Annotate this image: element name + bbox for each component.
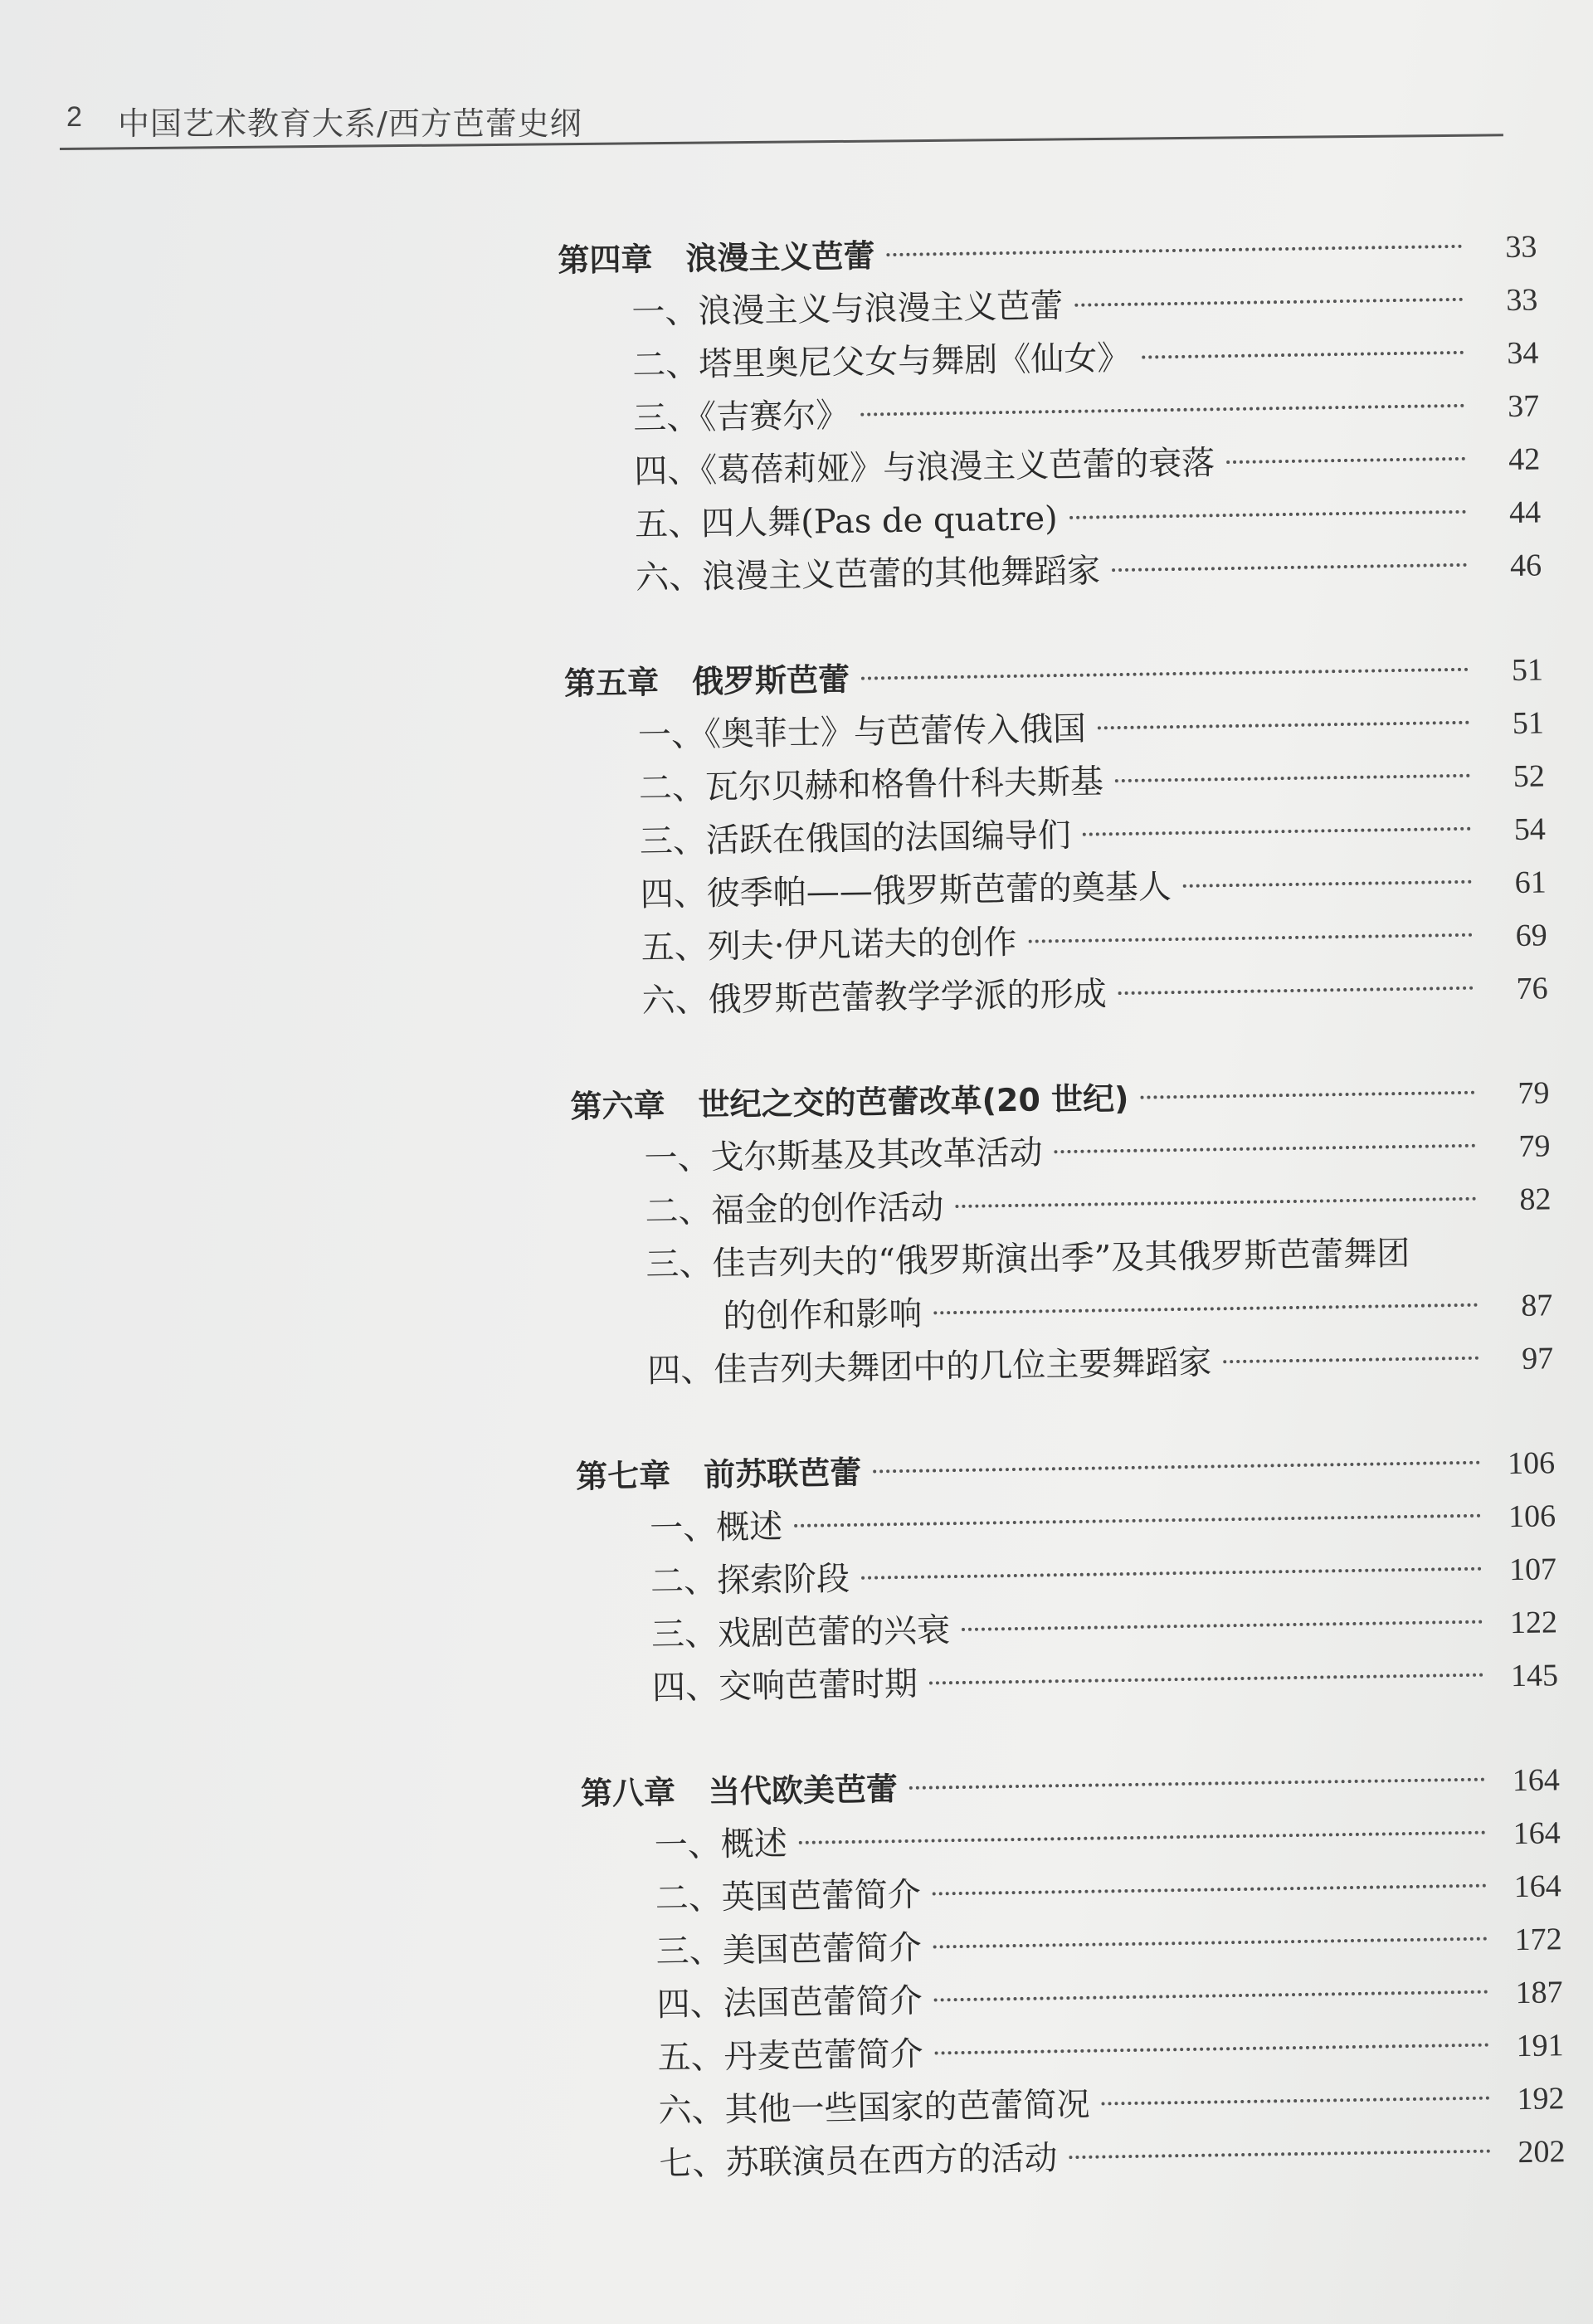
page-ref: 61 (1514, 865, 1547, 900)
page-ref: 33 (1505, 229, 1537, 266)
section-title: 七、苏联演员在西方的活动 (659, 2139, 1058, 2184)
section-title: 三、美国芭蕾简介 (655, 1928, 923, 1971)
dot-leader (1112, 563, 1467, 572)
dot-leader (1226, 457, 1465, 464)
section-title: 四、《葛蓓莉娅》与浪漫主义芭蕾的衰落 (633, 444, 1215, 491)
section-title: 六、其他一些国家的芭蕾简况 (658, 2085, 1090, 2131)
page-ref: 37 (1507, 388, 1540, 425)
section-title: 六、俄罗斯芭蕾教学学派的形成 (641, 975, 1108, 1021)
dot-leader (962, 1620, 1483, 1631)
chapter-5 (564, 642, 1549, 1028)
page-ref: 33 (1506, 282, 1538, 319)
chapter-label: 第四章 (558, 241, 653, 279)
page-ref: 172 (1514, 1922, 1562, 1958)
dot-leader (1054, 1144, 1475, 1154)
dot-leader (933, 1303, 1478, 1315)
dot-leader (909, 1778, 1485, 1790)
section-title: 三、活跃在俄国的法国编导们 (639, 816, 1072, 861)
chapter-label: 第六章 (570, 1087, 665, 1125)
page-ref: 145 (1510, 1658, 1559, 1694)
table-of-contents (558, 219, 1566, 2243)
page-ref: 46 (1509, 548, 1542, 584)
page-ref: 52 (1513, 758, 1546, 794)
chapter-title: 前苏联芭蕾 (703, 1454, 862, 1493)
page-ref: 107 (1508, 1552, 1557, 1588)
section-title: 二、福金的创作活动 (645, 1188, 944, 1231)
dot-leader (861, 668, 1469, 680)
chapter-title: 当代欧美芭蕾 (708, 1771, 899, 1810)
dot-leader (799, 1831, 1486, 1844)
page-ref: 34 (1506, 335, 1539, 372)
chapter-title: 俄罗斯芭蕾 (691, 660, 850, 700)
page-ref: 192 (1517, 2081, 1565, 2117)
page-ref: 76 (1516, 971, 1548, 1006)
section-title: 三、《吉赛尔》 (632, 396, 850, 438)
section-title: 一、浪漫主义与浪漫主义芭蕾 (631, 286, 1064, 332)
page-ref: 54 (1513, 811, 1547, 847)
dot-leader (1028, 933, 1472, 943)
section-title: 三、戏剧芭蕾的兴衰 (650, 1611, 951, 1654)
section-title: 二、瓦尔贝赫和格鲁什科夫斯基 (638, 762, 1104, 808)
dot-leader (794, 1514, 1481, 1527)
page-ref: 79 (1518, 1128, 1551, 1164)
page-ref: 79 (1517, 1075, 1550, 1111)
chapter-8 (580, 1752, 1565, 2191)
dot-leader (886, 245, 1462, 256)
dot-leader (860, 404, 1464, 417)
chapter-label: 第八章 (580, 1774, 676, 1812)
chapter-7 (576, 1435, 1559, 1715)
section-title: 四、法国芭蕾简介 (656, 1981, 923, 2024)
dot-leader (873, 1461, 1480, 1474)
dot-leader (1115, 774, 1470, 782)
dot-leader (861, 1567, 1482, 1580)
page-ref: 202 (1517, 2134, 1566, 2171)
section-title: 二、英国芭蕾简介 (655, 1875, 922, 1918)
chapter-4 (558, 219, 1542, 605)
dot-leader (933, 1884, 1487, 1896)
page-ref: 122 (1509, 1605, 1558, 1641)
page-ref: 69 (1515, 918, 1547, 953)
chapter-label: 第五章 (563, 664, 660, 702)
chapter-title: 浪漫主义芭蕾 (685, 237, 875, 277)
section-title: 五、丹麦芭蕾简介 (657, 2034, 923, 2078)
section-title: 三、佳吉列夫的“俄罗斯演出季”及其俄罗斯芭蕾舞团 (645, 1234, 1410, 1284)
section-title: 四、交响芭蕾时期 (651, 1664, 918, 1708)
section-title: 二、探索阶段 (650, 1559, 850, 1601)
page-ref: 51 (1512, 705, 1545, 741)
dot-leader (1069, 510, 1467, 519)
page-ref: 164 (1513, 1815, 1561, 1852)
section-title: 四、彼季帕——俄罗斯芭蕾的奠基人 (640, 868, 1172, 914)
chapter-title: 世纪之交的芭蕾改革(20 世纪) (698, 1079, 1129, 1123)
dot-leader (955, 1197, 1476, 1208)
page-ref: 87 (1520, 1288, 1553, 1323)
page-ref: 106 (1508, 1498, 1556, 1535)
page-ref: 51 (1511, 652, 1544, 688)
dot-leader (934, 1990, 1488, 2002)
section-title: 一、概述 (649, 1508, 783, 1548)
chapter-6 (570, 1065, 1554, 1398)
page-ref: 97 (1521, 1341, 1554, 1376)
dot-leader (1101, 2097, 1489, 2106)
section-title: 五、四人舞(Pas de quatre) (634, 499, 1058, 544)
dot-leader (1183, 880, 1472, 888)
dot-leader (1142, 351, 1464, 359)
dot-leader (1083, 827, 1471, 836)
dot-leader (1223, 1357, 1479, 1364)
series-title: 中国艺术教育大系/西方芭蕾史纲 (118, 105, 582, 142)
dot-leader (933, 1937, 1488, 1949)
page-ref: 44 (1508, 495, 1542, 531)
running-header (66, 98, 1503, 164)
dot-leader (1140, 1091, 1474, 1099)
section-title: 四、佳吉列夫舞团中的几位主要舞蹈家 (647, 1343, 1212, 1391)
chapter-label: 第七章 (575, 1457, 671, 1495)
page-ref: 106 (1507, 1445, 1556, 1482)
section-title: 一、戈尔斯基及其改革活动 (644, 1133, 1043, 1178)
dot-leader (1098, 721, 1469, 730)
section-title: 二、塔里奥尼父女与舞剧《仙女》 (632, 339, 1131, 385)
dot-leader (935, 2044, 1489, 2055)
page-number: 2 (66, 101, 82, 133)
section-title: 六、浪漫主义芭蕾的其他舞蹈家 (635, 552, 1101, 597)
section-title: 一、概述 (654, 1825, 788, 1865)
page-ref: 187 (1515, 1975, 1563, 2011)
dot-leader (1069, 2150, 1490, 2160)
section-title: 一、《奥菲士》与芭蕾传入俄国 (637, 709, 1087, 755)
page-ref: 82 (1519, 1181, 1552, 1217)
page-ref: 42 (1508, 441, 1541, 478)
dot-leader (929, 1674, 1483, 1685)
page-ref: 164 (1512, 1762, 1561, 1799)
dot-leader (1074, 298, 1463, 307)
page-ref: 164 (1513, 1868, 1561, 1905)
page-ref: 191 (1516, 2028, 1564, 2064)
section-title-continued: 的创作和影响 (723, 1294, 923, 1337)
dot-leader (1118, 987, 1474, 995)
section-title: 五、列夫·伊凡诺夫的创作 (641, 923, 1017, 967)
